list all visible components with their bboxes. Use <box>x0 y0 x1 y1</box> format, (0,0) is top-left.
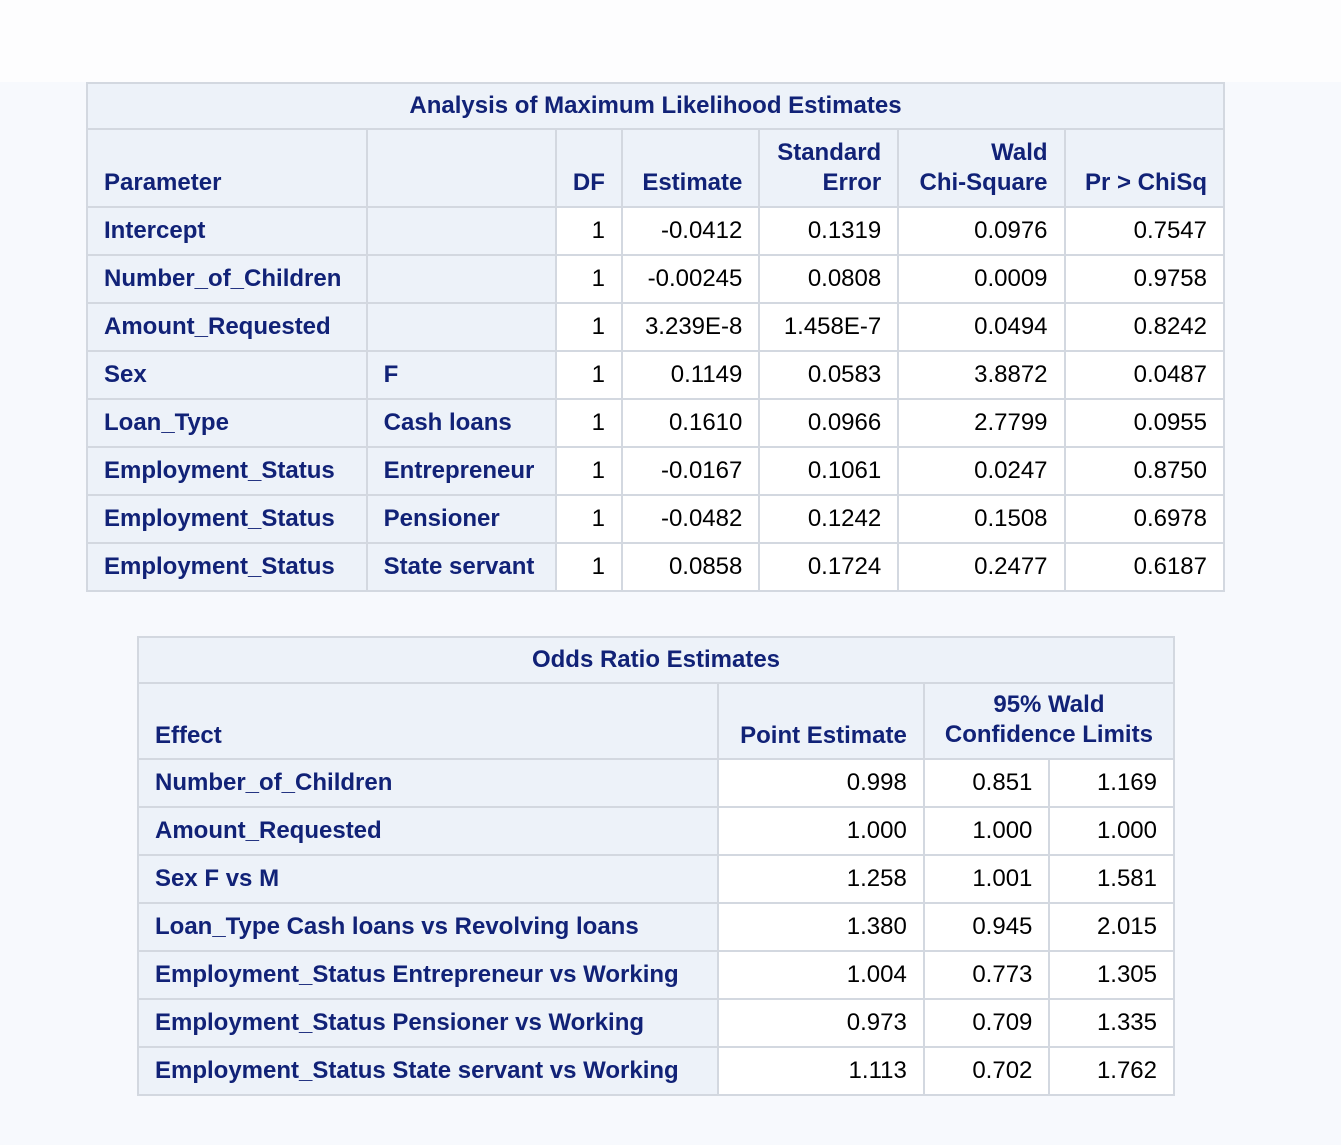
row-effect: Employment_Status Entrepreneur vs Working <box>138 951 718 999</box>
cell-lower-limit: 0.851 <box>924 759 1050 807</box>
row-parameter: Employment_Status <box>87 495 367 543</box>
row-parameter: Employment_Status <box>87 543 367 591</box>
table-row <box>87 351 1224 399</box>
std-error-line2: Error <box>822 169 882 196</box>
cell-df: 1 <box>556 447 622 495</box>
cell-wald: 0.0247 <box>898 447 1064 495</box>
cell-point-estimate: 1.380 <box>718 903 924 951</box>
cell-lower-limit: 1.001 <box>924 855 1050 903</box>
cell-wald: 0.0494 <box>898 303 1064 351</box>
cell-std-error: 0.1319 <box>759 207 898 255</box>
cell-estimate: 3.239E-8 <box>622 303 759 351</box>
cell-point-estimate: 1.258 <box>718 855 924 903</box>
row-level: Cash loans <box>367 399 556 447</box>
cell-lower-limit: 0.709 <box>924 999 1050 1047</box>
cell-pvalue: 0.6978 <box>1065 495 1224 543</box>
cell-upper-limit: 1.000 <box>1049 807 1174 855</box>
cell-wald: 2.7799 <box>898 399 1064 447</box>
cell-pvalue: 0.7547 <box>1065 207 1224 255</box>
cell-wald: 0.0976 <box>898 207 1064 255</box>
cell-upper-limit: 1.581 <box>1049 855 1174 903</box>
table-row <box>138 759 1174 807</box>
cell-upper-limit: 2.015 <box>1049 903 1174 951</box>
row-parameter: Intercept <box>87 207 367 255</box>
cell-point-estimate: 0.998 <box>718 759 924 807</box>
cell-wald: 0.0009 <box>898 255 1064 303</box>
row-parameter: Employment_Status <box>87 447 367 495</box>
mle-header-row <box>87 129 1224 207</box>
odds-header-row <box>138 683 1174 721</box>
row-parameter: Sex <box>87 351 367 399</box>
odds-table-title: Odds Ratio Estimates <box>138 637 1174 683</box>
col-header-effect: Effect <box>138 683 718 759</box>
row-effect: Loan_Type Cash loans vs Revolving loans <box>138 903 718 951</box>
cell-upper-limit: 1.762 <box>1049 1047 1174 1095</box>
col-header-wald <box>898 129 1064 207</box>
cell-estimate: 0.1149 <box>622 351 759 399</box>
cell-pvalue: 0.9758 <box>1065 255 1224 303</box>
cell-upper-limit: 1.335 <box>1049 999 1174 1047</box>
row-level <box>367 207 556 255</box>
cell-wald: 0.1508 <box>898 495 1064 543</box>
mle-table-title: Analysis of Maximum Likelihood Estimates <box>87 83 1224 129</box>
cell-df: 1 <box>556 543 622 591</box>
cell-std-error: 0.1061 <box>759 447 898 495</box>
cell-wald: 0.2477 <box>898 543 1064 591</box>
cell-std-error: 0.1242 <box>759 495 898 543</box>
col-header-point-estimate: Point Estimate <box>718 683 924 759</box>
cell-estimate: -0.0482 <box>622 495 759 543</box>
table-row <box>87 207 1224 255</box>
row-effect: Sex F vs M <box>138 855 718 903</box>
cell-df: 1 <box>556 399 622 447</box>
mle-table <box>86 82 1225 592</box>
cell-point-estimate: 1.004 <box>718 951 924 999</box>
cell-std-error: 0.0808 <box>759 255 898 303</box>
col-header-std-error <box>759 129 898 207</box>
cell-lower-limit: 1.000 <box>924 807 1050 855</box>
table-row <box>87 303 1224 351</box>
cell-pvalue: 0.8242 <box>1065 303 1224 351</box>
cell-estimate: -0.00245 <box>622 255 759 303</box>
cell-estimate: 0.1610 <box>622 399 759 447</box>
table-row <box>138 807 1174 855</box>
col-header-estimate: Estimate <box>622 129 759 207</box>
cell-point-estimate: 1.000 <box>718 807 924 855</box>
ci-line2: Confidence Limits <box>944 721 1153 748</box>
table-row <box>87 447 1224 495</box>
cell-lower-limit: 0.945 <box>924 903 1050 951</box>
row-effect: Number_of_Children <box>138 759 718 807</box>
row-level: Entrepreneur <box>367 447 556 495</box>
cell-point-estimate: 1.113 <box>718 1047 924 1095</box>
cell-estimate: -0.0412 <box>622 207 759 255</box>
cell-df: 1 <box>556 303 622 351</box>
col-header-confidence-limits <box>924 683 1174 759</box>
cell-point-estimate: 0.973 <box>718 999 924 1047</box>
cell-lower-limit: 0.773 <box>924 951 1050 999</box>
col-header-level <box>367 129 556 207</box>
table-row <box>87 495 1224 543</box>
cell-wald: 3.8872 <box>898 351 1064 399</box>
cell-estimate: -0.0167 <box>622 447 759 495</box>
cell-pvalue: 0.6187 <box>1065 543 1224 591</box>
table-row <box>138 1047 1174 1095</box>
row-effect: Employment_Status Pensioner vs Working <box>138 999 718 1047</box>
row-level: Pensioner <box>367 495 556 543</box>
cell-std-error: 1.458E-7 <box>759 303 898 351</box>
col-header-pvalue: Pr > ChiSq <box>1065 129 1224 207</box>
row-level: State servant <box>367 543 556 591</box>
table-row <box>138 999 1174 1047</box>
top-band <box>0 0 1341 82</box>
table-row <box>87 255 1224 303</box>
cell-pvalue: 0.0955 <box>1065 399 1224 447</box>
cell-estimate: 0.0858 <box>622 543 759 591</box>
table-row <box>87 543 1224 591</box>
cell-pvalue: 0.8750 <box>1065 447 1224 495</box>
cell-df: 1 <box>556 255 622 303</box>
table-row <box>138 951 1174 999</box>
row-level: F <box>367 351 556 399</box>
table-row <box>138 903 1174 951</box>
cell-df: 1 <box>556 495 622 543</box>
table-row <box>87 399 1224 447</box>
cell-std-error: 0.0583 <box>759 351 898 399</box>
table-row <box>138 855 1174 903</box>
wald-line2: Chi-Square <box>919 169 1048 196</box>
odds-ratio-table <box>137 636 1175 1096</box>
cell-lower-limit: 0.702 <box>924 1047 1050 1095</box>
col-header-parameter: Parameter <box>87 129 367 207</box>
cell-upper-limit: 1.305 <box>1049 951 1174 999</box>
cell-pvalue: 0.0487 <box>1065 351 1224 399</box>
std-error-line1: Standard <box>777 139 882 166</box>
row-parameter: Number_of_Children <box>87 255 367 303</box>
row-parameter: Loan_Type <box>87 399 367 447</box>
cell-df: 1 <box>556 207 622 255</box>
row-effect: Amount_Requested <box>138 807 718 855</box>
row-parameter: Amount_Requested <box>87 303 367 351</box>
row-effect: Employment_Status State servant vs Working <box>138 1047 718 1095</box>
ci-line1: 95% Wald <box>993 691 1105 718</box>
cell-upper-limit: 1.169 <box>1049 759 1174 807</box>
cell-std-error: 0.1724 <box>759 543 898 591</box>
cell-df: 1 <box>556 351 622 399</box>
wald-line1: Wald <box>991 139 1048 166</box>
row-level <box>367 303 556 351</box>
row-level <box>367 255 556 303</box>
cell-std-error: 0.0966 <box>759 399 898 447</box>
col-header-df: DF <box>556 129 622 207</box>
